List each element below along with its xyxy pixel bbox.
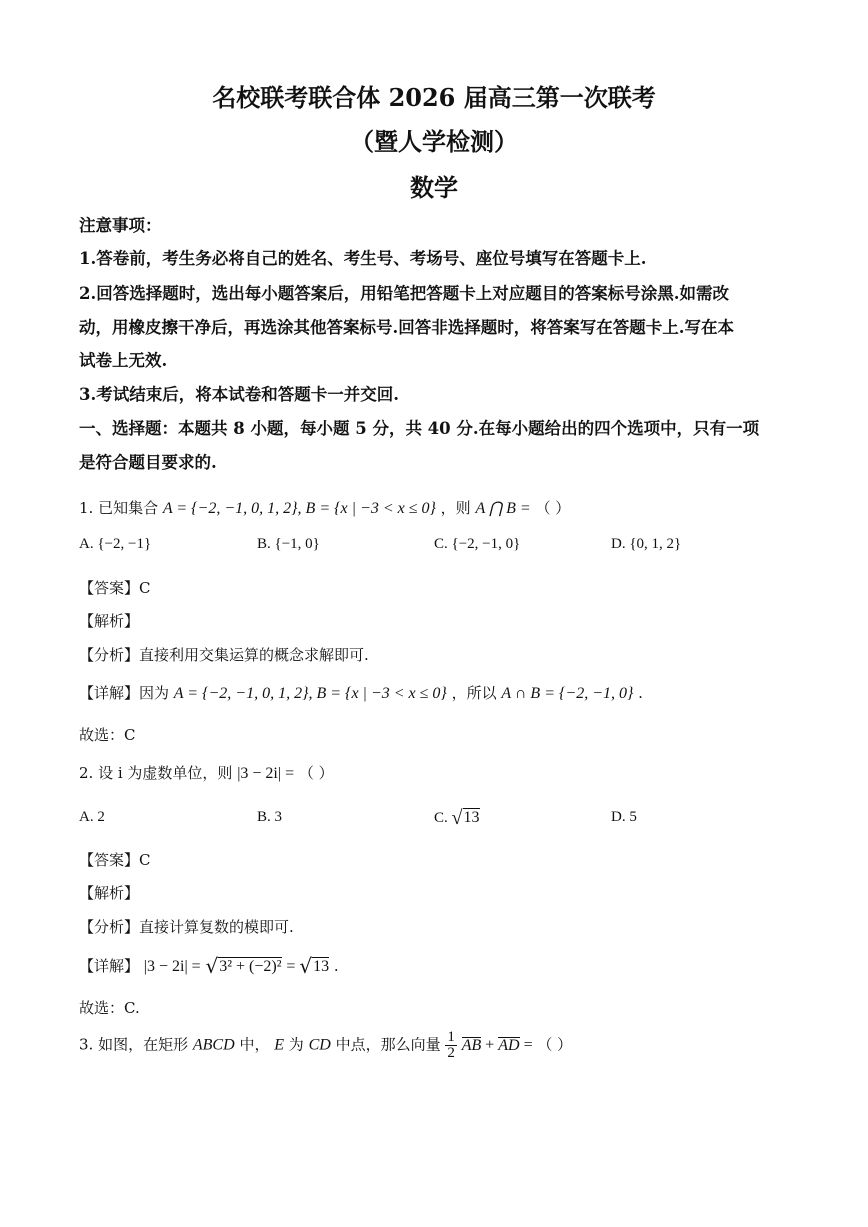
q2-detail-result: 13 (313, 958, 330, 975)
sqrt-icon: √ (205, 954, 219, 978)
q1-prefix: 1. 已知集合 (79, 499, 159, 517)
q1-sets: A = {−2, −1, 0, 1, 2}, B = {x | −3 < x ≤ 0} (162, 500, 436, 517)
q1-detail-math: A = {−2, −1, 0, 1, 2}, B = {x | −3 < x ≤ 0} (173, 685, 447, 702)
q1-detail-result: A ∩ B = {−2, −1, 0} (501, 685, 634, 702)
q2-option-c-label: C. (434, 810, 448, 826)
q1-fenxi: 【分析】直接利用交集运算的概念求解即可. (79, 646, 369, 664)
q1-option-b: B. {−1, 0} (257, 536, 320, 552)
exam-title: 名校联考联合体 2026 届高三第一次联考 (212, 83, 656, 112)
q2-option-b: B. 3 (257, 809, 283, 825)
q3-mid2: 为 (288, 1035, 304, 1054)
q3-mid3: 中点，那么向量 (335, 1035, 441, 1054)
q2-choice: 故选：C. (79, 999, 140, 1017)
question-1 (79, 497, 570, 518)
q3-frac-den: 2 (447, 1045, 455, 1061)
q3-prefix: 3. 如图，在矩形 (79, 1035, 189, 1054)
q2-detail-prefix: 【详解】 (79, 957, 140, 975)
q3-fraction (445, 1030, 457, 1061)
q1-option-d: D. {0, 1, 2} (611, 536, 682, 552)
subject-title: 数学 (410, 173, 458, 202)
q1-choice: 故选：C (79, 726, 136, 744)
question-2 (79, 762, 334, 783)
q1-paren: （ ） (535, 499, 571, 517)
section-heading-line-1: 一、选择题：本题共 8 小题，每小题 5 分，共 40 分.在每小题给出的四个选项中，只有一项 (79, 419, 760, 438)
q2-paren: （ ） (298, 764, 334, 782)
q1-answer: 【答案】C (79, 579, 151, 597)
q2-detail-end: . (333, 957, 339, 975)
q3-vector-ab: AB (461, 1036, 482, 1054)
section-heading-line-2: 是符合题目要求的. (79, 453, 217, 472)
exam-subtitle: （暨人学检测） (350, 127, 518, 156)
q2-option-c (434, 807, 480, 830)
q2-option-c-value: 13 (463, 809, 480, 826)
notice-item-3: 3.考试结束后，将本试卷和答题卡一并交回. (79, 385, 399, 404)
q1-ask: A ⋂ B = (475, 500, 531, 517)
q2-expr: |3 − 2i| = (237, 765, 295, 782)
notice-heading: 注意事项： (79, 216, 162, 235)
q1-detail-prefix: 【详解】因为 (79, 684, 170, 702)
q3-paren: （ ） (537, 1035, 573, 1054)
notice-item-2-line-3: 试卷上无效. (79, 351, 168, 370)
sqrt-icon: √ (451, 807, 463, 829)
q1-suffix: ，则 (440, 499, 471, 517)
q2-answer: 【答案】C (79, 851, 151, 869)
sqrt-icon: √ (299, 954, 313, 978)
q3-segment-cd: CD (308, 1036, 331, 1054)
q3-vector-ad: AD (498, 1036, 520, 1054)
notice-item-2-line-2: 动，用橡皮擦干净后，再选涂其他答案标号.回答非选择题时，将答案写在答题卡上.写在本 (79, 318, 734, 337)
q2-option-a: A. 2 (79, 809, 105, 825)
q1-detail-mid: ，所以 (451, 684, 497, 702)
q2-option-d: D. 5 (611, 809, 637, 825)
q3-rect: ABCD (192, 1036, 235, 1054)
q3-eq: = (519, 1036, 533, 1054)
notice-item-2-line-1: 2.回答选择题时，选出每小题答案后，用铅笔把答题卡上对应题目的答案标号涂黑.如需改 (79, 284, 729, 303)
q2-detail-lhs: |3 − 2i| = (143, 958, 201, 975)
q2-prefix: 2. 设 i 为虚数单位，则 (79, 764, 233, 782)
q2-detail-eq: = (286, 958, 300, 975)
notice-item-1: 1.答卷前，考生务必将自己的姓名、考生号、考场号、座位号填写在答题卡上. (79, 249, 647, 268)
question-3 (79, 1030, 572, 1061)
q3-point-e: E (274, 1036, 285, 1054)
q2-analysis-label: 【解析】 (79, 884, 140, 902)
q2-detail-radicand: 3² + (−2)² (219, 958, 282, 975)
q3-mid1: 中， (239, 1035, 270, 1054)
q2-detail (79, 954, 339, 978)
q1-option-c: C. {−2, −1, 0} (434, 536, 521, 552)
q2-fenxi: 【分析】直接计算复数的模即可. (79, 918, 294, 936)
q1-option-a: A. {−2, −1} (79, 536, 152, 552)
q1-analysis-label: 【解析】 (79, 612, 140, 630)
q3-frac-num: 1 (447, 1029, 455, 1045)
q3-plus: + (481, 1036, 499, 1054)
q1-detail-end: . (638, 684, 643, 702)
q1-detail (79, 682, 643, 703)
